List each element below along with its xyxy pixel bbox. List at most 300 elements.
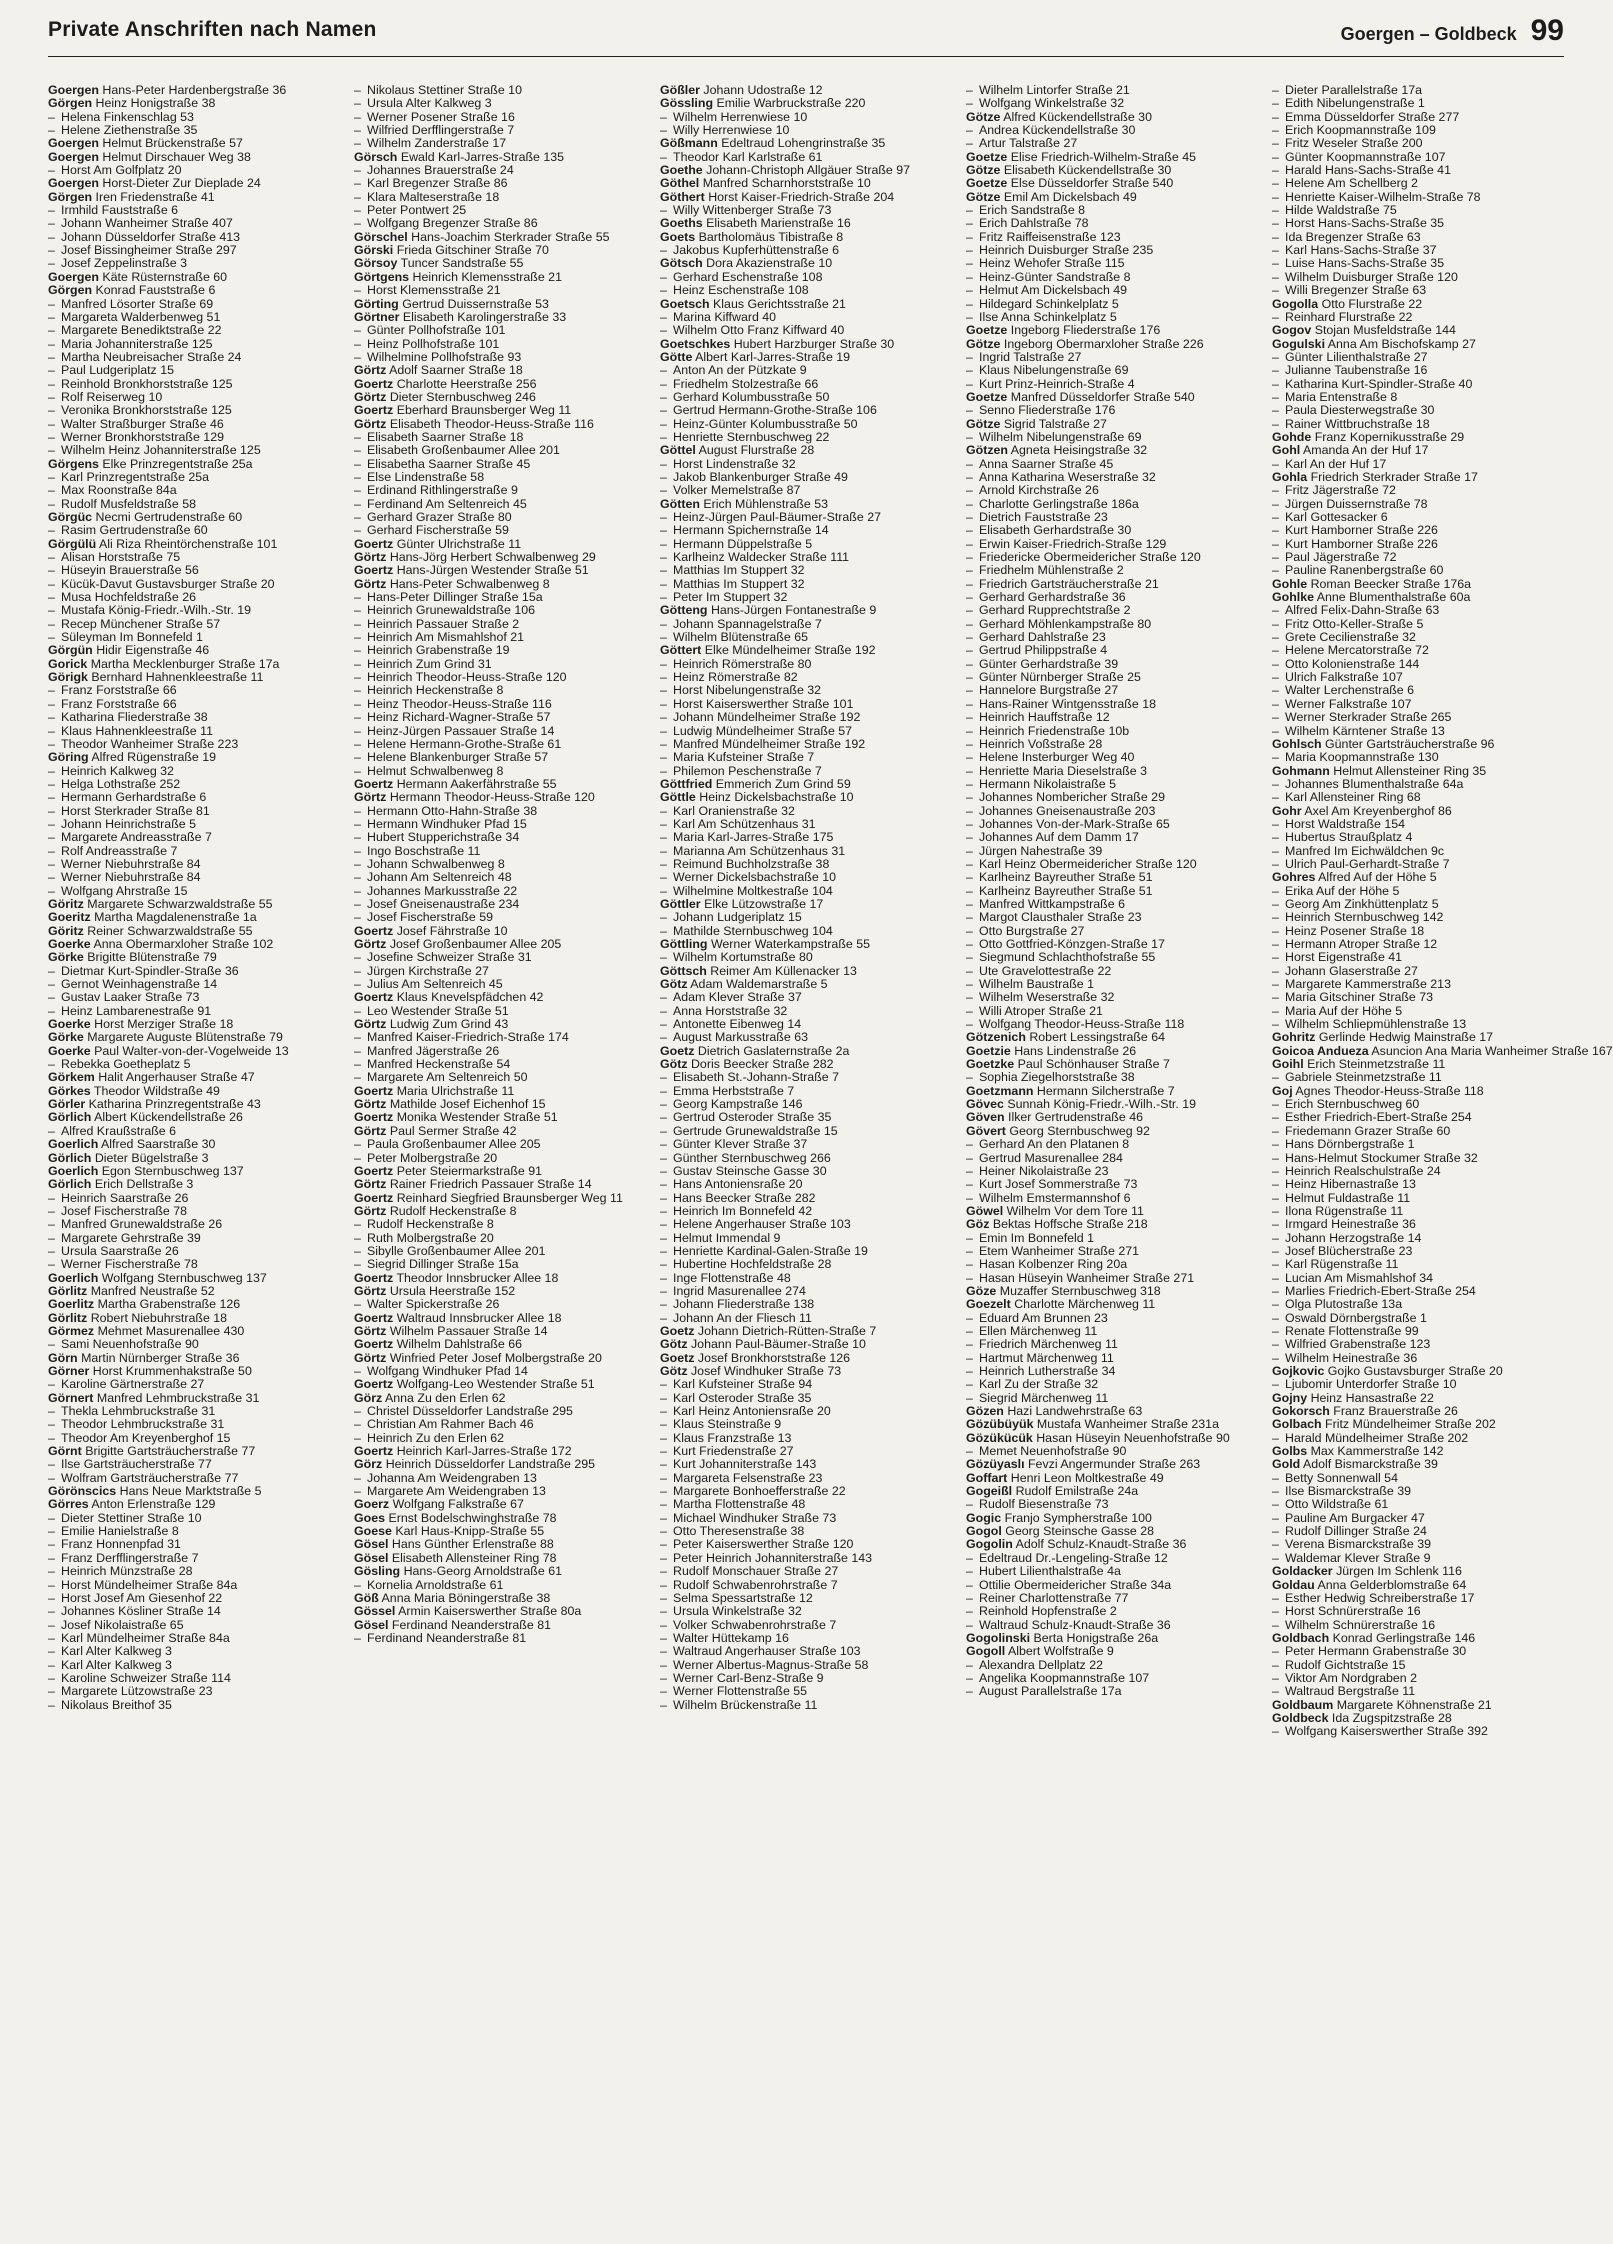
same-surname-dash: –: [1272, 1203, 1279, 1218]
same-surname-dash: –: [354, 1137, 361, 1152]
entry-text: Klaus Nibelungenstraße 69: [979, 363, 1129, 378]
entry-text: Christel Düsseldorfer Landstraße 295: [367, 1404, 573, 1419]
entry-text: Horst Krummenhakstraße 50: [92, 1364, 252, 1378]
directory-entry: [660, 1458, 952, 1471]
directory-entry: [660, 1298, 952, 1311]
entry-text: Maria Kufsteiner Straße 7: [673, 750, 815, 765]
directory-entry: [354, 404, 646, 417]
directory-entry: [48, 538, 340, 551]
entry-text: Josef Großenbaumer Allee 205: [389, 937, 562, 951]
same-surname-dash: –: [354, 96, 361, 111]
directory-entry: [966, 524, 1258, 537]
entry-text: Wolfgang Winkelstraße 32: [979, 96, 1125, 111]
same-surname-dash: –: [660, 590, 667, 605]
entry-text: Renate Flottenstraße 99: [1285, 1323, 1419, 1338]
same-surname-dash: –: [354, 950, 361, 965]
directory-entry: [966, 1672, 1258, 1685]
directory-entry: [966, 871, 1258, 884]
surname: Görn: [48, 1350, 78, 1365]
directory-entry: [48, 84, 340, 97]
directory-column-1: [48, 84, 340, 2234]
entry-text: Margarete Gehrstraße 39: [61, 1230, 201, 1245]
directory-entry: [354, 1498, 646, 1511]
surname: Goetze: [966, 323, 1008, 338]
directory-entry: [354, 1458, 646, 1471]
directory-entry: [354, 898, 646, 911]
same-surname-dash: –: [354, 1003, 361, 1018]
same-surname-dash: –: [48, 1524, 55, 1539]
same-surname-dash: –: [660, 750, 667, 765]
same-surname-dash: –: [1272, 816, 1279, 831]
same-surname-dash: –: [660, 1283, 667, 1298]
directory-entry: [1272, 1592, 1564, 1605]
entry-text: Henriette Kaiser-Wilhelm-Straße 78: [1285, 189, 1481, 204]
directory-entry: [660, 471, 952, 484]
same-surname-dash: –: [354, 1030, 361, 1045]
directory-entry: [966, 658, 1258, 671]
directory-entry: [48, 604, 340, 617]
directory-entry: [354, 1619, 646, 1632]
same-surname-dash: –: [1272, 1377, 1279, 1392]
same-surname-dash: –: [966, 1657, 973, 1672]
same-surname-dash: –: [48, 1604, 55, 1619]
entry-text: Georg Sternbuschweg 92: [1009, 1123, 1150, 1138]
directory-entry: [660, 151, 952, 164]
directory-entry: [48, 351, 340, 364]
same-surname-dash: –: [660, 1137, 667, 1152]
entry-text: Olga Plutostraße 13a: [1285, 1297, 1403, 1312]
directory-entry: [660, 1445, 952, 1458]
surname: Goertz: [354, 1310, 394, 1325]
surname: Gogolla: [1272, 296, 1319, 311]
directory-entry: [354, 1218, 646, 1231]
same-surname-dash: –: [48, 723, 55, 738]
entry-text: Sophia Ziegelhorststraße 38: [979, 1070, 1135, 1085]
directory-entry: [48, 1472, 340, 1485]
same-surname-dash: –: [354, 1230, 361, 1245]
directory-entry: [48, 885, 340, 898]
directory-entry: [354, 618, 646, 631]
directory-entry: [660, 1392, 952, 1405]
entry-text: Franjo Sympherstraße 100: [1004, 1510, 1152, 1525]
same-surname-dash: –: [1272, 683, 1279, 698]
directory-entry: [48, 231, 340, 244]
directory-entry: [48, 751, 340, 764]
directory-entry: [48, 311, 340, 324]
surname: Görtz: [354, 1017, 387, 1032]
entry-text: Monika Westender Straße 51: [396, 1110, 558, 1125]
same-surname-dash: –: [1272, 1243, 1279, 1258]
surname: Gogolin: [966, 1537, 1013, 1552]
entry-text: Rudolf Monschauer Straße 27: [673, 1564, 839, 1579]
same-surname-dash: –: [1272, 710, 1279, 725]
directory-entry: [1272, 511, 1564, 524]
directory-entry: [1272, 1712, 1564, 1725]
same-surname-dash: –: [48, 563, 55, 578]
same-surname-dash: –: [966, 937, 973, 951]
same-surname-dash: –: [660, 816, 667, 831]
entry-text: Werner Niebuhrstraße 84: [61, 856, 201, 871]
entry-text: Manfred Scharnhorststraße 10: [702, 176, 871, 191]
same-surname-dash: –: [1272, 1110, 1279, 1125]
directory-entry: [1272, 418, 1564, 431]
same-surname-dash: –: [1272, 1644, 1279, 1659]
entry-text: Hubert Harzburger Straße 30: [733, 336, 895, 351]
surname: Görsoy: [354, 256, 398, 271]
directory-entry: [354, 84, 646, 97]
directory-entry: [966, 324, 1258, 337]
entry-text: Wilhelm Emstermannshof 6: [979, 1190, 1131, 1205]
directory-entry: [354, 1298, 646, 1311]
directory-entry: [660, 671, 952, 684]
same-surname-dash: –: [354, 469, 361, 484]
directory-entry: [660, 1619, 952, 1632]
directory-column-4: [966, 84, 1258, 2234]
same-surname-dash: –: [660, 269, 667, 284]
same-surname-dash: –: [660, 723, 667, 738]
surname: Goertz: [354, 1337, 394, 1352]
directory-entry: [48, 738, 340, 751]
directory-entry: [966, 1525, 1258, 1538]
entry-text: Charlotte Gerlingstraße 186a: [979, 496, 1139, 511]
directory-entry: [966, 1325, 1258, 1338]
directory-entry: [966, 778, 1258, 791]
entry-text: Memet Neuenhofstraße 90: [979, 1444, 1127, 1459]
entry-text: Wilhelm Heinz Johanniterstraße 125: [61, 443, 261, 458]
entry-text: Josef Nikolaistraße 65: [61, 1617, 184, 1632]
entry-text: Hermann Spichernstraße 14: [673, 523, 829, 538]
entry-text: Heinrich Voßstraße 28: [979, 736, 1103, 751]
surname: Görtz: [354, 1177, 387, 1192]
entry-text: Harald Hans-Sachs-Straße 41: [1285, 163, 1451, 178]
entry-text: Mathilde Josef Eichenhof 15: [389, 1097, 546, 1112]
surname: Goeritz: [48, 910, 91, 925]
entry-text: Emma Herbststraße 7: [673, 1083, 795, 1098]
directory-entry: [660, 1552, 952, 1565]
entry-text: Manfred Im Eichwäldchen 9c: [1285, 843, 1445, 858]
directory-entry: [48, 1045, 340, 1058]
directory-entry: [354, 1058, 646, 1071]
same-surname-dash: –: [966, 883, 973, 898]
directory-entry: [1272, 1392, 1564, 1405]
directory-entry: [48, 177, 340, 190]
entry-text: Heinrich Karl-Jarres-Straße 172: [396, 1444, 572, 1459]
same-surname-dash: –: [1272, 896, 1279, 911]
entry-text: Lucian Am Mismahlshof 34: [1285, 1270, 1434, 1285]
same-surname-dash: –: [660, 389, 667, 404]
directory-entry: [48, 124, 340, 137]
entry-text: Willy Herrenwiese 10: [673, 123, 790, 138]
entry-text: Adolf Saarner Straße 18: [389, 363, 523, 378]
directory-entry: [966, 1245, 1258, 1258]
directory-entry: [48, 1218, 340, 1231]
surname: Görgen: [48, 96, 93, 111]
entry-text: Rudolf Schwabenrohrstraße 7: [673, 1577, 838, 1592]
entry-text: Elisabetha Saarner Straße 45: [367, 456, 531, 471]
directory-entry: [660, 431, 952, 444]
directory-entry: [48, 1258, 340, 1271]
entry-text: Heinrich Saarstraße 26: [61, 1190, 189, 1205]
entry-text: Adam Waldemarstraße 5: [690, 977, 828, 992]
entry-text: Rudolf Gichtstraße 15: [1285, 1657, 1406, 1672]
directory-entry: [660, 578, 952, 591]
directory-entry: [1272, 111, 1564, 124]
entry-text: Manfred Lösorter Straße 69: [61, 296, 214, 311]
same-surname-dash: –: [354, 1070, 361, 1085]
surname: Gözübüyük: [966, 1417, 1034, 1432]
entry-text: Winfried Peter Josef Molbergstraße 20: [389, 1350, 602, 1365]
surname: Goetz: [660, 1323, 695, 1338]
entry-text: Helene Angerhauser Straße 103: [673, 1217, 851, 1232]
entry-text: Gerhard Rupprechtstraße 2: [979, 603, 1131, 618]
directory-entry: [48, 1605, 340, 1618]
same-surname-dash: –: [660, 1310, 667, 1325]
entry-text: Doris Beecker Straße 282: [690, 1057, 834, 1072]
surname: Görler: [48, 1097, 86, 1112]
directory-entry: [354, 1405, 646, 1418]
surname: Goethe: [660, 163, 703, 178]
entry-text: Karoline Schweizer Straße 114: [61, 1670, 231, 1685]
entry-text: Helmut Dirschauer Weg 38: [102, 149, 251, 164]
entry-text: Leo Westender Straße 51: [367, 1003, 509, 1018]
same-surname-dash: –: [966, 1137, 973, 1152]
surname: Goldbach: [1272, 1630, 1330, 1645]
same-surname-dash: –: [354, 163, 361, 178]
directory-entry: [660, 1512, 952, 1525]
same-surname-dash: –: [1272, 1537, 1279, 1552]
same-surname-dash: –: [660, 1430, 667, 1445]
same-surname-dash: –: [1272, 1283, 1279, 1298]
directory-entry: [660, 1045, 952, 1058]
same-surname-dash: –: [1272, 1150, 1279, 1165]
entry-text: Martha Mecklenburger Straße 17a: [90, 656, 280, 671]
directory-entry: [966, 738, 1258, 751]
entry-text: Albert Kückendellstraße 26: [94, 1110, 243, 1125]
same-surname-dash: –: [48, 1430, 55, 1445]
entry-text: Helene Blankenburger Straße 57: [367, 750, 549, 765]
same-surname-dash: –: [660, 910, 667, 925]
entry-text: Klaus Franzstraße 13: [673, 1430, 792, 1445]
entry-text: Ursula Saarstraße 26: [61, 1243, 179, 1258]
same-surname-dash: –: [966, 896, 973, 911]
same-surname-dash: –: [966, 590, 973, 605]
same-surname-dash: –: [48, 496, 55, 511]
same-surname-dash: –: [48, 603, 55, 618]
same-surname-dash: –: [1272, 937, 1279, 951]
directory-entry: [48, 1552, 340, 1565]
surname: Gössel: [354, 1604, 396, 1619]
surname: Göttert: [660, 643, 702, 658]
entry-text: Johannes Brauerstraße 24: [367, 163, 514, 178]
same-surname-dash: –: [966, 349, 973, 364]
directory-entry: [660, 1178, 952, 1191]
same-surname-dash: –: [660, 550, 667, 565]
directory-entry: [1272, 1725, 1564, 1738]
entry-text: Ernst Bodelschwinghstraße 78: [388, 1510, 557, 1525]
directory-entry: [1272, 1552, 1564, 1565]
directory-entry: [354, 738, 646, 751]
directory-entry: [48, 1685, 340, 1698]
same-surname-dash: –: [660, 1377, 667, 1392]
directory-entry: [48, 444, 340, 457]
same-surname-dash: –: [354, 723, 361, 738]
same-surname-dash: –: [354, 189, 361, 204]
same-surname-dash: –: [48, 1003, 55, 1018]
same-surname-dash: –: [660, 1190, 667, 1205]
entry-text: Elke Mündelheimer Straße 192: [704, 643, 876, 658]
entry-text: Roman Beecker Straße 176a: [1310, 576, 1472, 591]
entry-text: Kurt Prinz-Heinrich-Straße 4: [979, 376, 1135, 391]
same-surname-dash: –: [966, 523, 973, 538]
directory-entry: [966, 1378, 1258, 1391]
entry-text: Arnold Kirchstraße 26: [979, 483, 1099, 498]
same-surname-dash: –: [48, 803, 55, 818]
entry-text: Hans-Helmut Stockumer Straße 32: [1285, 1150, 1478, 1165]
directory-entry: [1272, 831, 1564, 844]
directory-entry: [48, 1565, 340, 1578]
directory-entry: [1272, 191, 1564, 204]
same-surname-dash: –: [48, 1243, 55, 1258]
entry-text: Margarete Bonhoefferstraße 22: [673, 1484, 846, 1499]
entry-text: Johannes Auf dem Damm 17: [979, 830, 1139, 845]
entry-text: Etem Wanheimer Straße 271: [979, 1243, 1139, 1258]
entry-text: Maria Gitschiner Straße 73: [1285, 990, 1434, 1005]
same-surname-dash: –: [966, 923, 973, 938]
same-surname-dash: –: [966, 483, 973, 498]
directory-entry: [1272, 1579, 1564, 1592]
entry-text: Heinz Hansastraße 22: [1310, 1390, 1434, 1405]
surname: Görgün: [48, 643, 93, 658]
directory-entry: [48, 1699, 340, 1712]
surname: Goetzke: [966, 1057, 1015, 1072]
directory-entry: [354, 1512, 646, 1525]
entry-text: Katharina Fliederstraße 38: [61, 710, 208, 725]
same-surname-dash: –: [48, 216, 55, 231]
same-surname-dash: –: [48, 696, 55, 711]
directory-entry: [48, 1512, 340, 1525]
entry-text: Karl Heinz Antoniensraße 20: [673, 1404, 831, 1419]
entry-text: Elke Prinzregentstraße 25a: [102, 456, 253, 471]
directory-entry: [660, 1432, 952, 1445]
entry-text: Ute Gravelottestraße 22: [979, 963, 1112, 978]
same-surname-dash: –: [1272, 656, 1279, 671]
same-surname-dash: –: [966, 1377, 973, 1392]
entry-text: Hubertus Straußplatz 4: [1285, 830, 1413, 845]
entry-text: Werner Waterkampstraße 55: [710, 937, 871, 951]
directory-entry: [48, 284, 340, 297]
same-surname-dash: –: [660, 1404, 667, 1419]
entry-text: Wilhelm Duisburger Straße 120: [1285, 269, 1458, 284]
entry-text: Josef Fischerstraße 78: [61, 1203, 188, 1218]
entry-text: Hans Beecker Straße 282: [673, 1190, 816, 1205]
entry-text: Martin Nürnberger Straße 36: [81, 1350, 240, 1365]
surname: Gogov: [1272, 323, 1312, 338]
directory-entry: [1272, 1085, 1564, 1098]
entry-text: Hidir Eigenstraße 46: [96, 643, 210, 658]
directory-entry: [966, 1432, 1258, 1445]
entry-text: August Flurstraße 28: [698, 443, 815, 458]
entry-text: Franz Forststraße 66: [61, 683, 177, 698]
directory-entry: [48, 911, 340, 924]
same-surname-dash: –: [354, 910, 361, 925]
name-range: Goergen – Goldbeck: [1340, 24, 1517, 44]
surname: Goerlich: [48, 1270, 99, 1285]
directory-entry: [966, 431, 1258, 444]
surname: Görgen: [48, 283, 93, 298]
directory-entry: [966, 231, 1258, 244]
entry-text: Katharina Prinzregentstraße 43: [88, 1097, 261, 1112]
same-surname-dash: –: [354, 323, 361, 338]
same-surname-dash: –: [354, 977, 361, 992]
same-surname-dash: –: [966, 269, 973, 284]
directory-entry: [660, 378, 952, 391]
directory-entry: [966, 271, 1258, 284]
entry-text: Gojko Gustavsburger Straße 20: [1327, 1364, 1503, 1378]
same-surname-dash: –: [354, 1217, 361, 1232]
surname: Gövec: [966, 1097, 1004, 1112]
directory-entry: [660, 1699, 952, 1712]
same-surname-dash: –: [660, 843, 667, 858]
same-surname-dash: –: [660, 630, 667, 645]
directory-entry: [1272, 1619, 1564, 1632]
same-surname-dash: –: [48, 576, 55, 591]
directory-entry: [966, 1605, 1258, 1618]
directory-entry: [660, 191, 952, 204]
directory-entry: [1272, 1111, 1564, 1124]
directory-entry: [660, 725, 952, 738]
directory-entry: [660, 1498, 952, 1511]
directory-entry: [354, 1125, 646, 1138]
same-surname-dash: –: [48, 870, 55, 885]
directory-entry: [1272, 444, 1564, 457]
entry-text: Margareta Walderbenweg 51: [61, 309, 221, 324]
same-surname-dash: –: [966, 670, 973, 685]
surname: Görtgens: [354, 269, 410, 284]
entry-text: Emmerich Zum Grind 59: [715, 776, 851, 791]
directory-entry: [48, 1071, 340, 1084]
same-surname-dash: –: [660, 403, 667, 418]
entry-text: Ferdinand Am Seltenreich 45: [367, 496, 527, 511]
same-surname-dash: –: [48, 816, 55, 831]
same-surname-dash: –: [660, 109, 667, 124]
directory-entry: [966, 751, 1258, 764]
surname: Goetze: [966, 389, 1008, 404]
entry-text: Johann Glaserstraße 27: [1285, 963, 1418, 978]
entry-text: Johann Düsseldorfer Straße 413: [61, 229, 241, 244]
entry-text: Karl An der Huf 17: [1285, 456, 1387, 471]
surname: Gösling: [354, 1564, 401, 1579]
same-surname-dash: –: [660, 616, 667, 631]
entry-text: Klaus Gerichtsstraße 21: [713, 296, 846, 311]
same-surname-dash: –: [966, 870, 973, 885]
entry-text: Peter Heinrich Johanniterstraße 143: [673, 1550, 873, 1565]
same-surname-dash: –: [1272, 1230, 1279, 1245]
directory-entry: [660, 111, 952, 124]
directory-entry: [966, 1031, 1258, 1044]
surname: Göthert: [660, 189, 705, 204]
directory-entry: [1272, 217, 1564, 230]
directory-entry: [1272, 1405, 1564, 1418]
same-surname-dash: –: [660, 510, 667, 524]
same-surname-dash: –: [354, 136, 361, 151]
surname: Goertz: [354, 1444, 394, 1459]
directory-entry: [48, 1111, 340, 1124]
directory-entry: [660, 1285, 952, 1298]
directory-entry: [660, 1272, 952, 1285]
entry-text: Josef Fischerstraße 59: [367, 910, 494, 925]
entry-text: Irmhild Fauststraße 6: [61, 203, 179, 218]
entry-text: Ferdinand Neanderstraße 81: [391, 1617, 551, 1632]
